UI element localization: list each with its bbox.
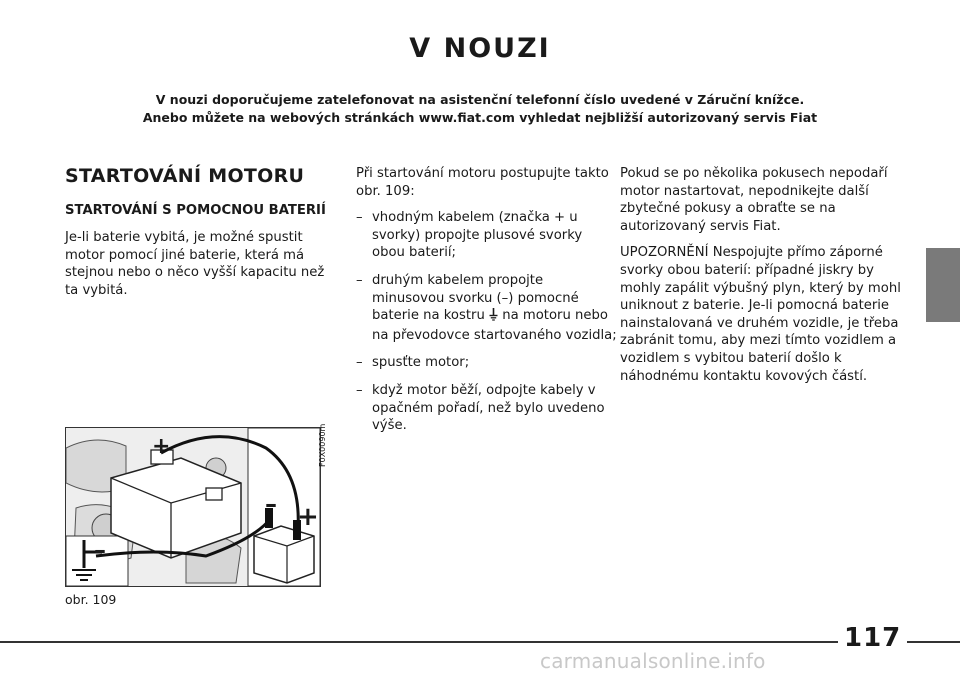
step-text: vhodným kabelem (značka + u svorky) propojte plusové svorky obou baterií; [372, 210, 583, 261]
intro-line-1: V nouzi doporučujeme zatelefonovat na asistenční telefonní číslo uvedené v Záruční knížce. [155, 92, 805, 107]
page-number: 117 [838, 623, 907, 653]
minus-sign-label: – [94, 536, 106, 564]
minus-sign-label: – [265, 490, 277, 518]
list-dash: – [356, 272, 363, 288]
page-title: V NOUZI [409, 33, 551, 64]
chapter-side-tab [926, 248, 960, 322]
section-title: STARTOVÁNÍ MOTORU [65, 165, 305, 187]
sub-title: STARTOVÁNÍ S POMOCNOU BATERIÍ [65, 203, 326, 218]
step-item [356, 382, 618, 435]
plus-sign-label: + [152, 434, 171, 459]
intro-line-2: Anebo můžete na webových stránkách www.fiat.com vyhledat nejbližší autorizovaný servis Fiat [142, 110, 818, 125]
step-item [356, 272, 618, 344]
step-text: druhým kabelem propojte minusovou svorku (–) pomocné baterie na kostru [372, 272, 579, 324]
figure-caption: obr. 109 [65, 592, 117, 607]
column-2 [356, 165, 618, 445]
column-1 [65, 165, 327, 308]
warning-paragraph: UPOZORNĚNÍ Nespojujte přímo záporné svorky obou baterií: případné jiskry by mohly zapálit výbušný plyn, který by mohl uniknout z baterie. Je-li pomocná baterie nainstalovaná ve druhém vozidle, je třeba zabránit tomu, aby mezi tímto vozidlem a vozidlem s vybitou baterií došlo k náhodnému kontaktu kovových částí. [620, 245, 901, 384]
list-dash: – [356, 210, 363, 226]
list-dash: – [356, 355, 363, 371]
step-item [356, 354, 618, 372]
step-item [356, 209, 618, 262]
column-3 [620, 165, 905, 394]
list-dash: – [356, 382, 363, 398]
ground-icon [489, 308, 498, 327]
intro-text [0, 91, 960, 127]
step-text: na motoru nebo na převodovce startovaného vozidla; [372, 308, 617, 343]
warning-intro-paragraph: Pokud se po několika pokusech nepodaří motor nastartovat, nepodnikejte další zbytečné pokusy a obraťte se na autorizovaný servis Fiat. [620, 166, 888, 234]
intro-paragraph: Je-li baterie vybitá, je možné spustit motor pomocí jiné baterie, která má stejnou nebo o něco vyšší kapacitu než ta vybitá. [65, 230, 325, 298]
figure-code: F0X0090m [318, 423, 327, 467]
step-text: spusťte motor; [372, 355, 470, 371]
jump-start-illustration [65, 427, 321, 587]
footer-rule [0, 641, 960, 643]
steps-intro: Při startování motoru postupujte takto obr. 109: [356, 166, 609, 199]
watermark-text: carmanualsonline.info [540, 649, 766, 673]
steps-list [356, 209, 618, 435]
step-text: když motor běží, odpojte kabely v opačném pořadí, než bylo uvedeno výše. [372, 382, 605, 434]
plus-sign-label: + [297, 502, 319, 532]
